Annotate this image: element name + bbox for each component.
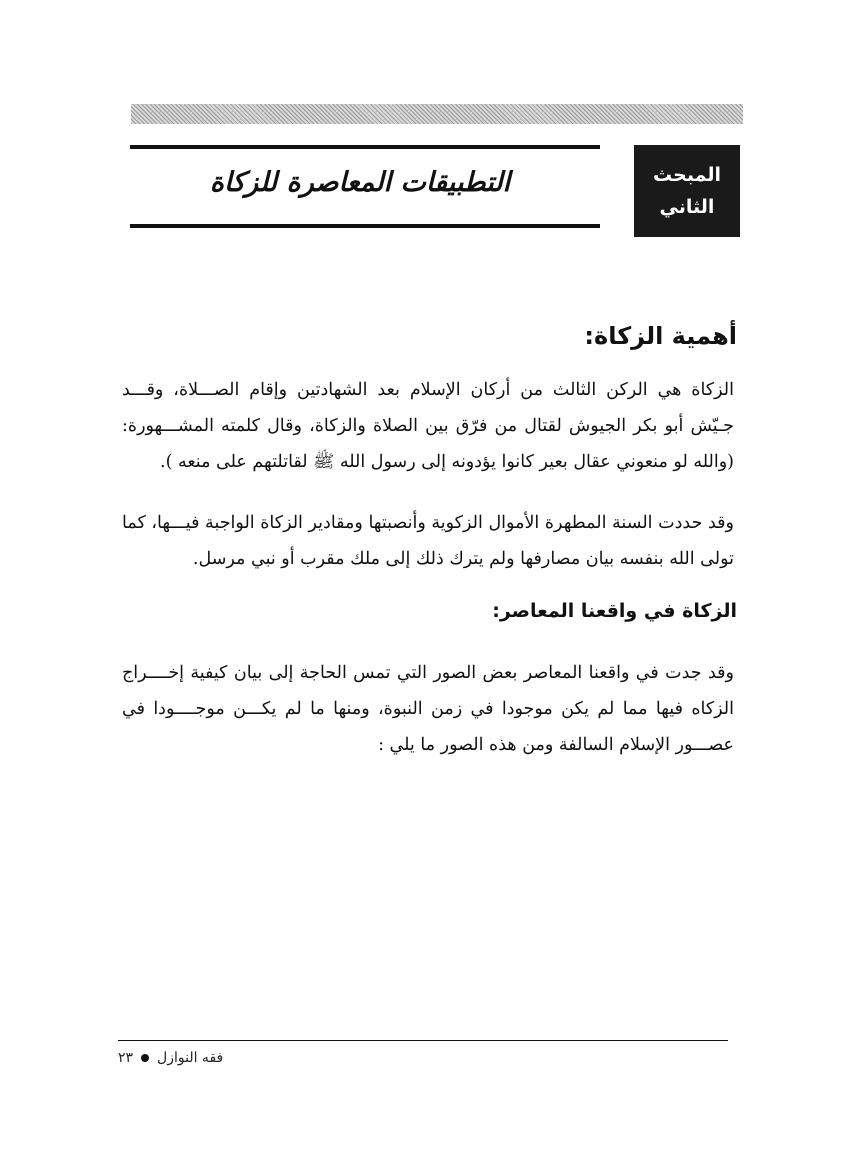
section-title: التطبيقات المعاصرة للزكاة [209, 167, 511, 198]
paragraph-importance-2: وقد حددت السنة المطهرة الأموال الزكوية وأنصبتها ومقادير الزكاة الواجبة فيـــها، كما تولى الله بنفسه بيان مصارفها ولم يترك ذلك إلى ملك مقرب أو نبي مرسل. [122, 513, 734, 569]
title-rule-top [130, 145, 600, 149]
chapter-label-line1: المبحث [653, 164, 721, 186]
title-rule-bottom [130, 224, 600, 228]
footer-rule [118, 1040, 728, 1041]
footer-book-title: فقه النوازل [157, 1050, 224, 1066]
paragraph-contemporary: وقد جدت في واقعنا المعاصر بعض الصور التي تمس الحاجة إلى بيان كيفية إخــــراج الزكاه فيها مما لم يكن موجودا في زمن النبوة، ومنها ما لم يكـــن موجــــودا في عصـــور الإسلام السالفة ومن هذه الصور ما يلي : [122, 663, 734, 755]
page-footer [118, 1050, 223, 1066]
chapter-label-box [634, 145, 740, 237]
heading-importance: أهمية الزكاة: [584, 322, 737, 350]
page-number: ٢٣ [118, 1050, 134, 1066]
footer-bullet-icon [141, 1054, 149, 1062]
chapter-label-line2: الثاني [659, 196, 715, 218]
decorative-top-band [131, 104, 743, 124]
paragraph-importance-1: الزكاة هي الركن الثالث من أركان الإسلام بعد الشهادتين وإقام الصـــلاة، وقـــد جـيّش أبو بكر الجيوش لقتال من فرّق بين الصلاة والزكاة، وقال كلمته المشـــهورة: (والله لو منعوني عقال بعير كانوا يؤدونه إلى رسول الله ﷺ لقاتلتهم على منعه ). [122, 380, 734, 472]
heading-contemporary: الزكاة في واقعنا المعاصر: [492, 600, 737, 622]
